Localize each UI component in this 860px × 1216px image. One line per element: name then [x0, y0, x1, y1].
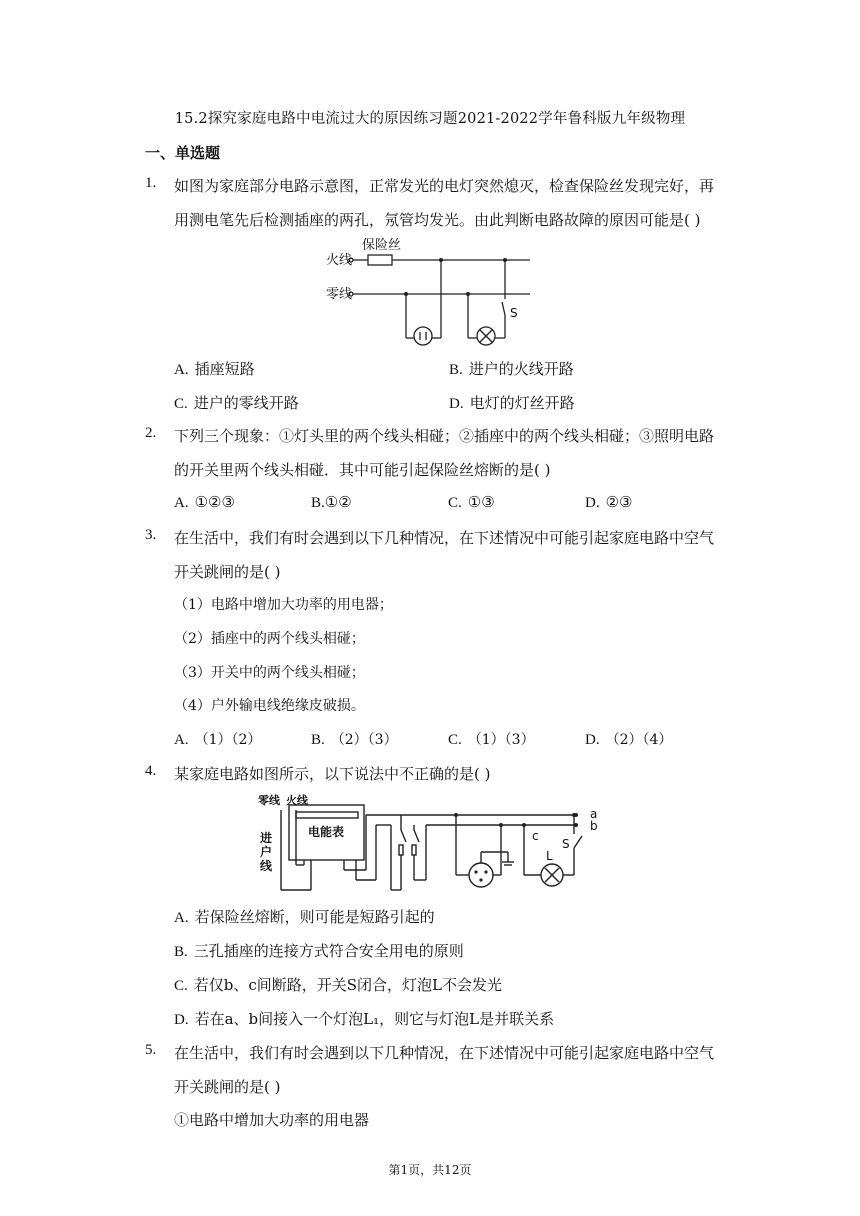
- list-item: （3）开关中的两个线头相碰；: [174, 665, 365, 681]
- option-b: B. 三孔插座的连接方式符合安全用电的原则: [174, 942, 464, 960]
- question-text: 如图为家庭部分电路示意图，正常发光的电灯突然熄灭，检查保险丝发现完好，再: [174, 177, 715, 195]
- option-b: B. 进户的火线开路: [449, 360, 574, 378]
- option-b: B. （2）（3）: [311, 732, 398, 748]
- question-number: 4.: [145, 763, 157, 779]
- question-number: 2.: [145, 425, 157, 441]
- entry-label-1: 进: [260, 831, 273, 845]
- neutral-wire-label: 零线: [326, 287, 353, 302]
- switch-label: S: [562, 837, 570, 851]
- page-footer: 第1页，共12页: [388, 1163, 472, 1177]
- option-d: D. 若在a、b间接入一个灯泡L₁，则它与灯泡L是并联关系: [174, 1010, 555, 1028]
- list-item: （2）插座中的两个线头相碰；: [174, 631, 365, 647]
- circuit-diagram-2: [256, 790, 606, 895]
- point-c-label: c: [532, 829, 539, 843]
- question-text: 的开关里两个线头相碰．其中可能引起保险丝熔断的是( ): [174, 461, 551, 479]
- point-a-label: a: [590, 807, 598, 821]
- neutral-wire-label: 零线: [258, 794, 280, 807]
- option-c: C. 进户的零线开路: [174, 394, 299, 412]
- option-d: D. 电灯的灯丝开路: [449, 394, 575, 412]
- question-text: 开关跳闸的是( ): [174, 1078, 281, 1096]
- question-number: 1.: [145, 175, 157, 191]
- option-c: C. 若仅b、c间断路，开关S闭合，灯泡L不会发光: [174, 976, 503, 994]
- live-wire-label: 火线: [326, 253, 353, 268]
- page-title: 15.2探究家庭电路中电流过大的原因练习题2021-2022学年鲁科版九年级物理: [174, 111, 686, 127]
- list-item: （1）电路中增加大功率的用电器；: [174, 597, 393, 613]
- option-a: A. 若保险丝熔断，则可能是短路引起的: [174, 908, 435, 926]
- meter-label: 电能表: [308, 825, 345, 839]
- question-text: 开关跳闸的是( ): [174, 563, 281, 581]
- question-text: 在生活中，我们有时会遇到以下几种情况，在下述情况中可能引起家庭电路中空气: [174, 529, 715, 547]
- live-wire-label: 火线: [286, 794, 308, 807]
- option-c: C. （1）（3）: [448, 732, 535, 748]
- lamp-label: L: [546, 849, 553, 863]
- option-a: A. 插座短路: [174, 360, 255, 378]
- question-text: 在生活中，我们有时会遇到以下几种情况，在下述情况中可能引起家庭电路中空气: [174, 1044, 715, 1062]
- question-text: 某家庭电路如图所示，以下说法中不正确的是( ): [174, 765, 491, 783]
- point-b-label: b: [590, 819, 598, 833]
- section-heading: 一、单选题: [145, 144, 221, 162]
- option-a: A. ①②③: [174, 493, 235, 511]
- list-item: （4）户外输电线绝缘皮破损。: [174, 698, 365, 714]
- question-number: 5.: [145, 1042, 157, 1058]
- fuse-label: 保险丝: [362, 238, 402, 253]
- entry-label-3: 线: [260, 859, 273, 873]
- option-d: D. （2）（4）: [585, 732, 673, 748]
- option-b: B.①②: [311, 493, 352, 511]
- entry-label-2: 户: [260, 845, 273, 859]
- option-d: D. ②③: [585, 493, 633, 511]
- option-a: A. （1）（2）: [174, 732, 262, 748]
- list-item: ①电路中增加大功率的用电器: [174, 1111, 370, 1129]
- option-c: C. ①③: [448, 493, 495, 511]
- circuit-diagram-1: [320, 235, 540, 350]
- question-text: 用测电笔先后检测插座的两孔，氖管均发光。由此判断电路故障的原因可能是( ): [174, 211, 701, 229]
- question-text: 下列三个现象：①灯头里的两个线头相碰；②插座中的两个线头相碰；③照明电路: [174, 427, 715, 445]
- question-number: 3.: [145, 527, 157, 543]
- switch-label: S: [510, 306, 518, 320]
